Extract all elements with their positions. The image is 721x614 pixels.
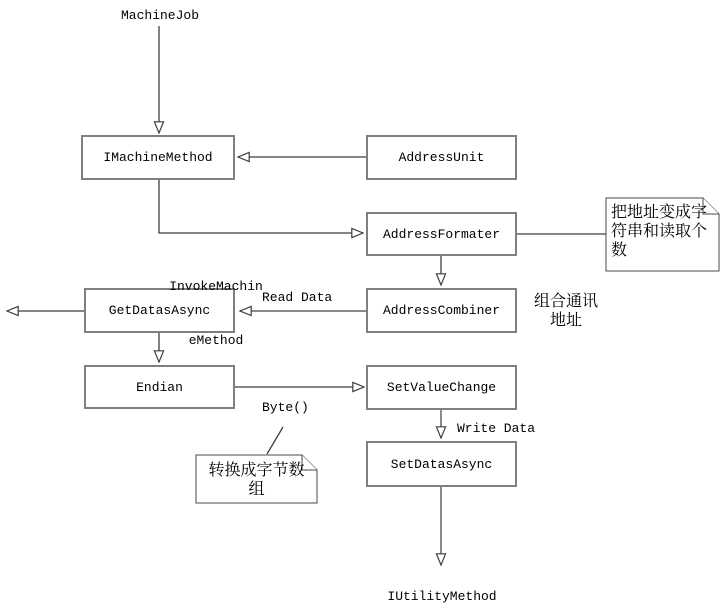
annotation-combine-address-line1: 组合通讯 [533, 293, 598, 310]
node-setvaluechange[interactable] [366, 365, 517, 410]
edge-label-invoke-line2: eMethod [188, 333, 244, 348]
edge-label-write-data: Write Data [457, 421, 536, 436]
note-text-convert-byte-array: 转换成字节数组 [208, 462, 305, 498]
node-addressunit[interactable] [366, 135, 517, 180]
node-setvaluechange-label: SetValueChange [386, 380, 497, 395]
node-addressformater-label: AddressFormater [382, 226, 501, 242]
node-addressunit-label: AddressUnit [398, 150, 485, 165]
node-addresscombiner[interactable] [366, 288, 517, 333]
node-addresscombiner-label: AddressCombiner [382, 303, 501, 318]
node-getdatasasync-label: GetDatasAsync [108, 303, 211, 318]
node-setdatasasync-label: SetDatasAsync [390, 456, 493, 472]
annotation-combine-address-line2: 地址 [549, 312, 582, 329]
node-addressformater[interactable] [366, 212, 517, 256]
node-endian-label: Endian [136, 379, 183, 395]
terminal-iutilitymethod: IUtilityMethod [387, 589, 497, 604]
note-text-address-to-string: 把地址变成字符串和读取个数 [611, 204, 708, 259]
terminal-machinejob: MachineJob [120, 8, 199, 23]
node-imachinemethod[interactable] [81, 135, 235, 180]
connector-imachinemethod-to-addressformater [159, 180, 363, 233]
edge-label-invoke-machine-method [155, 242, 277, 386]
node-setdatasasync[interactable] [366, 441, 517, 487]
edge-label-invoke-line1: InvokeMachin [169, 279, 263, 294]
annotation-combine-address [526, 292, 606, 330]
edge-label-byte-call: Byte() [262, 400, 309, 415]
edge-label-read-data: Read Data [262, 290, 333, 305]
connector-byte-note-leader [267, 427, 283, 454]
node-imachinemethod-label: IMachineMethod [103, 150, 213, 165]
